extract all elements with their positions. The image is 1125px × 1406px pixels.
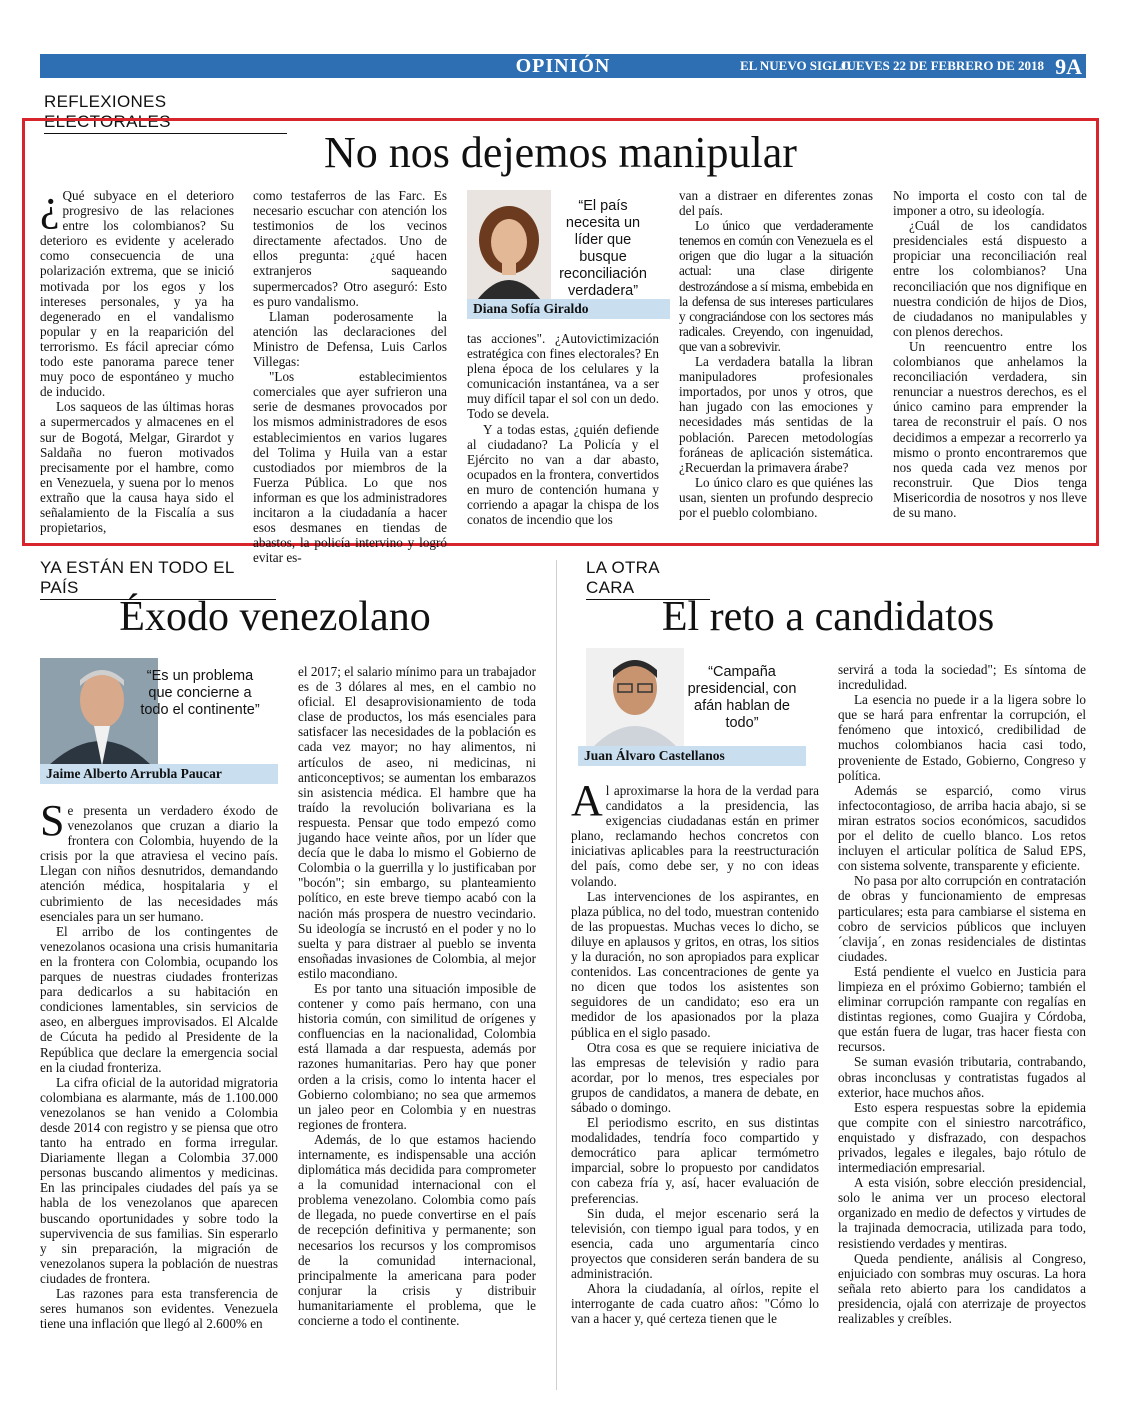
article3-col1a-text: l aproximarse la hora de la verdad para candidatos a la presidencia, las exigencias ciudadanas están en primer plano, reclamando hechos concretos con iniciativas aplicables para la reestructuración del país, como debe ser, y no con ideas volando. [571,783,819,889]
article1-author-byline: Diana Sofía Giraldo [467,299,670,319]
article1-col5a-text: No importa el costo con tal de imponer a otro, su ideología. [893,188,1087,219]
article1-column-3 [467,331,659,533]
article2-col2a-text: el 2017; el salario mínimo para un trabajador es de 3 dólares al mes, en el cambio no oficial. El desaprovisionamiento de toda clase de productos, los más esenciales para satisfacer las necesidades de la población es cada vez mayor; no hay alimentos, ni artículos de aseo, ni medicinas, ni anticonceptivos; se aumentan los embarazos sin asistencia médica. El hambre que ha traído la revolución bolivariana es la respuesta. Pensar que todo empezó como jugando hace veinte años, por un líder que decía que le daba lo mismo el Gobierno de Colombia o la guerrilla y lo justificaban por "bocón"; sin embargo, su planteamiento político, en este breve tiempo acabó con la nación más prospera de nuestro vecindario. Su ideología se incrustó en el poder y no lo suelta y para distraer al pueblo se inventa ensoñadas invasiones de Colombia, al mejor estilo macondiano. [298,664,536,981]
article1-title: No nos dejemos manipular [324,128,797,177]
article2-dropcap: S [40,796,65,845]
article3-col1e-text: Sin duda, el mejor escenario será la televisión, con tiempo igual para todos, y en esencia, cada uno argumentaría cinco proyectos que consideren serán bandera de su administración. [571,1205,819,1281]
article2-col2c-text: Además, de lo que estamos haciendo internamente, es indispensable una acción diplomática más decidida para comprometer a la comunidad internacional con el problema venezolano. Colombia como país de llegada, no puede convertirse en el país de recepción definitiva y permanente; son necesarios los recursos y los compromisos de la comunidad internacional, principalmente la americana para poder conjurar la crisis y distribuir humanitariamente el problema, que le concierne a todo el continente. [298,1131,536,1329]
article2-kicker: YA ESTÁN EN TODO EL PAÍS [40,558,276,600]
author-photo-juan [586,648,684,748]
article3-pull-quote: “Campaña presidencial, con afán hablan de todo” [687,664,797,731]
article3-col2c-text: Además se esparció, como virus infectocontagioso, de arriba hacia abajo, si se miran estratos socios económicos, sacudidos por el delito de cuello blanco. Los retos incluyen el articular política de Salud EPS, con sistema solvente, transparente y eficiente. [838,782,1086,874]
article2-col1c-text: La cifra oficial de la autoridad migratoria colombiana es alarmante, más de 1.100.000 venezolanos se han venido a Colombia desde 2014 con registro y se piensa que otro tanto ha entrado en forma irregular. Diariamente llegan a Colombia 37.000 personas buscando alimentos y medicinas. En las principales ciudades del país ya se habla de los venezolanos que aparecen buscando oportunidades y sobre todo la supervivencia de sus familias. Sin esperarlo y sin preparación, la migración de venezolanos supera la población de nuestras ciudades de frontera. [40,1074,278,1286]
page-number: 9A [1055,54,1082,79]
article3-column-2 [838,662,1086,1356]
article2-column-2 [298,664,536,1354]
article1-column-2 [253,188,447,566]
edition-date: JUEVES 22 DE FEBRERO DE 2018 [839,58,1044,73]
article2-col1d-text: Las razones para esta transferencia de seres humanos son evidentes. Venezuela tiene una inflación que llegó al 2.600% en [40,1286,278,1332]
article3-column-1 [571,776,819,1355]
column-divider [556,560,557,1390]
article3-col1c-text: Otra cosa es que se requiere iniciativa de las empresas de televisión y radio para acordar, por lo menos, tres especiales por grupos de candidatos, a manera de debate, en sábado o domingo. [571,1039,819,1115]
article3-col2f-text: Se suman evasión tributaria, contrabando, obras inconclusas y contratistas fugados al exterior, hace muchos años. [838,1054,1086,1100]
article1-col4a-text: van a distraer en diferentes zonas del país. [679,188,873,219]
article1-column-1 [40,181,234,536]
article3-col2i-text: Queda pendiente, análisis al Congreso, enjuiciado con sombras muy oscuras. La hora señala reto abierto para los candidatos a presidencia, ojalá con aterrizaje de proyectos realizables y creíbles. [838,1250,1086,1327]
section-title: OPINIÓN [515,55,611,77]
article3-col1f-text: Ahora la ciudadanía, al oírlos, repite el interrogante de cada cuatro años: "Cómo lo van a hacer y, qué certeza tienen que le [571,1281,819,1327]
article2-title: Éxodo venezolano [119,594,431,640]
article1-column-4 [679,188,873,533]
article3-kicker: LA OTRA CARA [586,558,710,600]
article1-col3a-text: tas acciones". ¿Autovictimización estratégica con fines electorales? En plena época de los celulares y la comunicación instantánea, va a ser muy difícil tapar el sol con un dedo. Todo se devela. [467,331,659,422]
article3-title: El reto a candidatos [661,594,995,640]
author-photo-diana [467,190,551,300]
article3-col2g-text: Esto espera respuestas sobre la epidemia que compite con el siniestro narcotráfico, enquistado y disfrazado, con despachos privados, legales e ilegales, bajo rótulo de intermediación empresarial. [838,1099,1086,1176]
article3-col2a-text: servirá a toda la sociedad"; Es síntoma de incredulidad. [838,662,1086,693]
article3-col2h-text: A esta visión, sobre elección presidencial, solo le anima ver un proceso electoral organizado en medio de defectos y virtudes de la trajinada democracia, utilizada para todo, resistiendo verdades y mentiras. [838,1175,1086,1251]
article1-col2b-text: Llaman poderosamente la atención las declaraciones del Ministro de Defensa, Luis Carlos Villegas: [253,308,447,370]
article3-col1b-text: Las intervenciones de los aspirantes, en plaza pública, no del todo, muestran contenido de las propuestas. Muchas veces lo dicho, se diluye en aplausos y gritos, en otras, los sitios y la duración, no son apropiados para explicar contenidos. Las concentraciones de gente ya no dicen que todos los asistentes son seguidores de un candidato; eso era un medidor de los apasionados por la plaza pública en el siglo pasado. [571,888,819,1040]
article1-col2c-text: "Los establecimientos comerciales que ayer sufrieron una serie de desmanes provocados por los mismos administradores de esos establecimientos en varios lugares del Tolima y Huila van a estar custodiados por miembros de la Fuerza Pública. Lo que nos informan es que los administradores incitaron a la ciudadanía a hacer esos desmanes en tiendas de abastos, la policía intervino y logró evitar es- [253,369,447,566]
article3-col2e-text: Está pendiente el vuelco en Justicia para limpieza en el próximo Gobierno; también el eliminar corrupción rampante con regalías en distintas regiones, como Guajira y Córdoba, que están fuera de lugar, tras hacer fiesta con recursos. [838,963,1086,1055]
article2-author-byline: Jaime Alberto Arrubla Paucar [40,764,278,784]
article2-col2b-text: Es por tanto una situación imposible de contener y como país hermano, con una historia común, con similitud de orígenes y confluencias en la nacionalidad, Colombia está llamada a dar respuesta, además por razones humanitarias. Pero hay que poner orden a la crisis, como lo intenta hacer el Gobierno colombiano; no sea que armemos un jaleo peor en Colombia y en nuestras regiones de frontera. [298,980,536,1132]
section-header-bar [40,54,1086,78]
article1-col5c-text: Un reencuentro entre los colombianos que anhelamos la reconciliación verdadera, sin renunciar a nuestros derechos, es el único camino para emprender la tarea de reconstruir el país. O nos decidimos a empezar a recorrerlo ya mismo o pronto encontraremos que nos queda cada vez menos por reconstruir. Que Dios tenga Misericordia de nosotros y nos lleve de su mano. [893,338,1087,520]
article3-dropcap: A [571,776,603,825]
article1-col1b-text: Los saqueos de las últimas horas a supermercados y almacenes en el sur de Bogotá, Melgar, Girardot y Saldaña no fueron motivados precisamente por el hambre, como en Venezuela, y suena por lo menos extraño que la causa haya sido el señalamiento de la Fiscalía a sus propietarios, [40,399,234,536]
article3-col2d-text: No pasa por alto corrupción en contratación de obras y funcionamiento de empresas particulares; esta para cambiarse el sistema en cobro de servicios públicos que incluyen ´clavija´, en zonas residenciales de distintas ciudades. [838,873,1086,964]
article1-col5b-text: ¿Cuál de los candidatos presidenciales está dispuesto a propiciar una reconciliación real entre los colombianos? Una reconciliación que nos dignifique en nuestra condición de hijos de Dios, de ciudadanos no manipulables y con plenos derechos. [893,218,1087,339]
article2-col1a-text: e presenta un verdadero éxodo de venezolanos que cruzan a diario la frontera con Colombia, huyendo de la crisis por la que atraviesa el vecino país. Llegan con niños desnutridos, demandando atención médica, hospitalaria y el cubrimiento de las necesidades más esenciales para un ser humano. [40,803,278,924]
article1-col4d-text: Lo único claro es que quiénes las usan, sienten un profundo desprecio por el pueblo colombiano. [679,474,873,520]
article2-col1b-text: El arribo de los contingentes de venezolanos ocasiona una crisis humanitaria en la frontera con Colombia, ocupando los parques de nuestras ciudades fronterizas para dedicarlos a su habitación en condiciones lamentables, sin servicios de aseo, en albergues improvisados. El Alcalde de Cúcuta ha pedido al Presidente de la República que declare la emergencia social en la ciudad fronteriza. [40,923,278,1075]
article1-col4b-text: Lo único que verdaderamente tenemos en común con Venezuela es el origen que dio lugar a la situación actual: una clase dirigente destrozándose a sí misma, embebida en la defensa de sus intereses particulares y congraciándose con los sectores más radicales. Creyendo, con ingenuidad, que van a sobrevivir. [679,218,873,354]
article1-col2a-text: como testaferros de las Farc. Es necesario escuchar con atención los testimonios de los vecinos directamente afectados. Uno de ellos pregunta: ¿qué hacen extranjeros saqueando supermercados? Otro aseguró: Esto es puro vandalismo. [253,188,447,309]
article1-col3b-text: Y a todas estas, ¿quién defiende al ciudadano? La Policía y el Ejército no van a dar abasto, ocupados en la frontera, convertidos en muro de contención humana y corriendo a apagar la chispa de los conatos de incendio que los [467,421,659,528]
article3-col1d-text: El periodismo escrito, en sus distintas modalidades, tendría foco compartido y democrático para aplicar termómetro imparcial, sobre lo propuesto por candidatos con cabeza fría y, así, hacer evaluación de preferencias. [571,1115,819,1206]
article1-column-5 [893,188,1087,533]
article1-col4c-text: La verdadera batalla la libran manipuladores profesionales importados, por unos y otros, que han jugado con las emociones y necesidades más sentidas de la población. Parecen metodologías foráneas de aplicación sistemática. ¿Recuerdan la primavera árabe? [679,354,873,475]
article1-col1-text: Qué subyace en el deterioro progresivo de las relaciones entre los colombianos? Su deterioro es evidente y acelerado como consecuencia de una polarización extrema, que se inició motivada por los egos y los intereses personales, y ya ha degenerado en el vandalismo popular y en la reaparición del terrorismo. Es fácil apreciar cómo todo este panorama parece tener muy poco de espontáneo y mucho de inducido. [40,188,234,400]
newspaper-name: EL NUEVO SIGLO [740,58,851,73]
article2-pull-quote: “Es un problema que concierne a todo el continente” [140,668,260,718]
article1-dropcap: ¿ [40,181,60,230]
article3-author-byline: Juan Álvaro Castellanos [578,746,806,766]
article2-column-1 [40,796,278,1353]
article3-col2b-text: La esencia no puede ir a la ligera sobre lo que se hará para enfrentar la corrupción, el fenómeno que intoxicó, credibilidad de muchos colombianos hacia casi todo, proveniente de Estado, Gobierno, Congreso y política. [838,692,1086,783]
article1-kicker: REFLEXIONES ELECTORALES [44,92,287,134]
article1-pull-quote: “El país necesita un líder que busque reconciliación verdadera” [559,198,647,299]
